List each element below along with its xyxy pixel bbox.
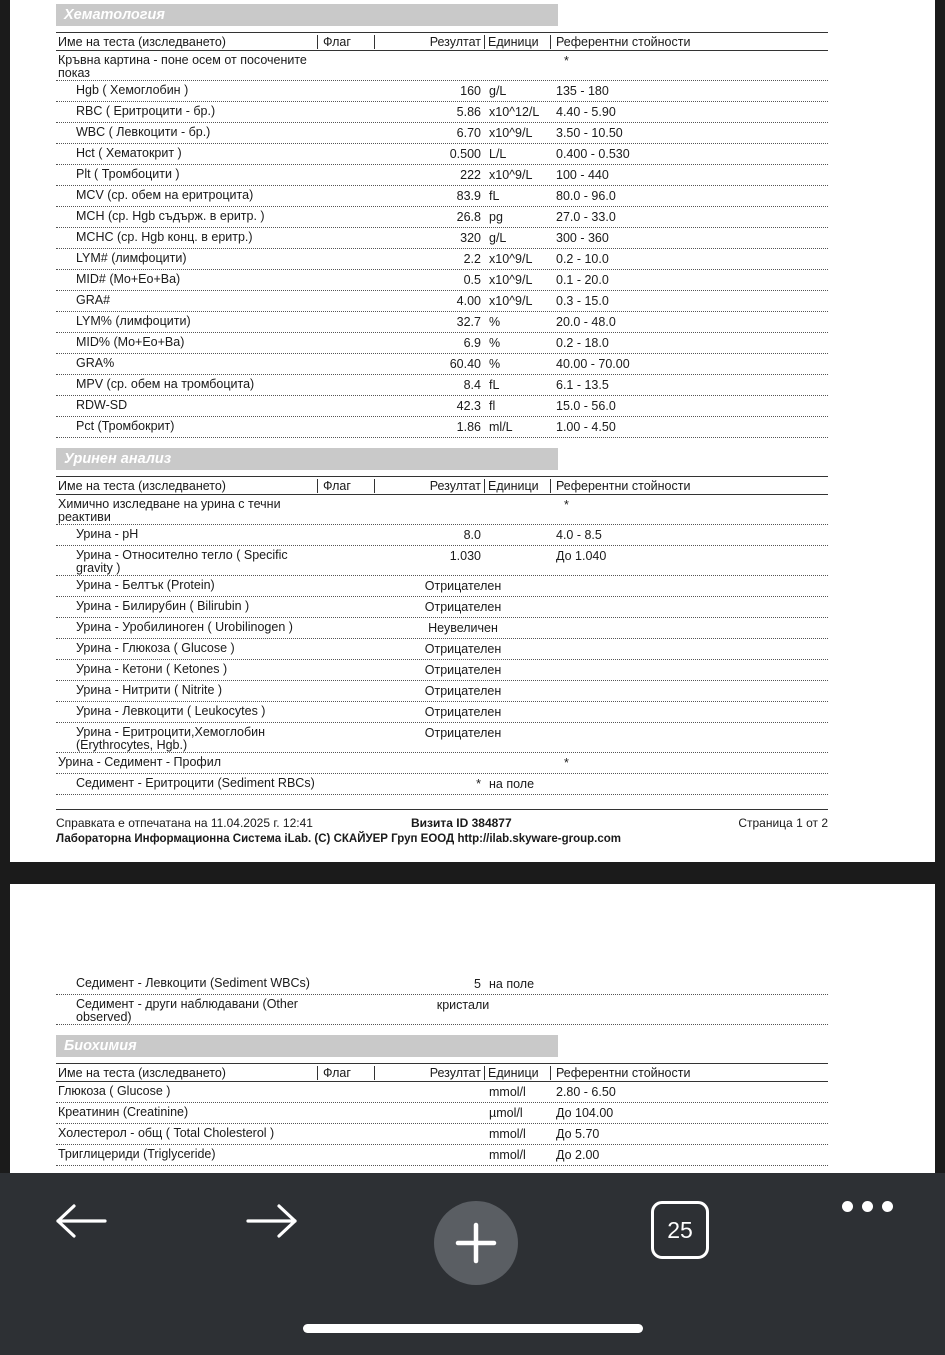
table-body-biochemistry (56, 1082, 889, 1166)
cell-result: 83.9 (456, 189, 481, 203)
cell-result: Отрицателен (424, 705, 502, 719)
plus-icon (434, 1201, 518, 1285)
col-reference: Референтни стойности (556, 1065, 691, 1080)
table-row (56, 1103, 828, 1124)
cell-units: ml/L (489, 420, 513, 434)
cell-reference: 0.3 - 15.0 (556, 294, 609, 308)
back-button[interactable] (52, 1201, 110, 1241)
cell-test-name: Креатинин (Creatinine) (58, 1105, 189, 1119)
cell-star-marker: * (564, 54, 569, 68)
cell-reference: 40.00 - 70.00 (556, 357, 630, 371)
table-row (56, 123, 828, 144)
more-options-button[interactable] (842, 1201, 893, 1212)
cell-units: mmol/l (489, 1148, 526, 1162)
cell-reference: 1.00 - 4.50 (556, 420, 616, 434)
new-tab-button[interactable] (434, 1201, 518, 1285)
cell-reference: До 2.00 (556, 1148, 600, 1162)
cell-test-name: GRA# (76, 293, 111, 307)
cell-test-name: GRA% (76, 356, 115, 370)
cell-units: % (489, 357, 501, 371)
cell-result: 0.500 (449, 147, 481, 161)
cell-units: на поле (489, 777, 535, 791)
cell-reference: 15.0 - 56.0 (556, 399, 616, 413)
cell-test-name: Урина - Седимент - Профил (58, 755, 221, 769)
cell-test-name: Урина - Еритроцити,Хемоглобин (Erythrocytes, Hgb.) (76, 725, 266, 752)
cell-test-name: Седимент - други наблюдавани (Other observed) (76, 997, 298, 1024)
cell-reference: 0.400 - 0.530 (556, 147, 630, 161)
cell-result: 222 (460, 168, 481, 182)
table-body-urine-continued (56, 974, 889, 1025)
cell-reference: 135 - 180 (556, 84, 609, 98)
table-row (56, 495, 828, 525)
table-row (56, 974, 828, 995)
col-flag: Флаг (318, 1066, 375, 1080)
table-header-biochemistry (56, 1063, 828, 1082)
cell-result: 42.3 (456, 399, 481, 413)
cell-result: 60.40 (449, 357, 481, 371)
cell-result: 1.030 (449, 549, 481, 563)
table-row (56, 702, 828, 723)
cell-result: Отрицателен (424, 600, 502, 614)
table-header-urine (56, 476, 828, 495)
home-indicator (303, 1324, 643, 1333)
cell-reference: 0.2 - 18.0 (556, 336, 609, 350)
table-row (56, 144, 828, 165)
cell-units: x10^9/L (489, 126, 533, 140)
cell-result: 2.2 (463, 252, 481, 266)
document-page-1 (10, 0, 935, 862)
table-row (56, 312, 828, 333)
cell-reference: До 1.040 (556, 549, 607, 563)
cell-result: 160 (460, 84, 481, 98)
cell-test-name: Урина - pH (76, 527, 139, 541)
cell-test-name: MCV (ср. обем на еритроцита) (76, 188, 254, 202)
cell-units: mmol/l (489, 1085, 526, 1099)
cell-reference: 2.80 - 6.50 (556, 1085, 616, 1099)
footer-system-info: Лабораторна Информационна Система iLab. (C) СКАЙУЕР Груп ЕООД http://ilab.skyware-group.com (56, 833, 622, 845)
cell-result: 8.4 (463, 378, 481, 392)
cell-reference: 80.0 - 96.0 (556, 189, 616, 203)
cell-units: L/L (489, 147, 507, 161)
cell-units: g/L (489, 231, 507, 245)
section-band-hematology: Хематология (56, 4, 558, 26)
table-row (56, 207, 828, 228)
cell-test-name: Урина - Глюкоза ( Glucose ) (76, 641, 235, 655)
cell-test-name: WBC ( Левкоцити - бр.) (76, 125, 211, 139)
cell-test-name: MID% (Mo+Eo+Ba) (76, 335, 185, 349)
col-reference: Референтни стойности (556, 478, 691, 493)
cell-test-name: MID# (Mo+Eo+Ba) (76, 272, 181, 286)
cell-reference: 20.0 - 48.0 (556, 315, 616, 329)
cell-test-name: LYM# (лимфоцити) (76, 251, 187, 265)
table-row (56, 270, 828, 291)
cell-test-name: Урина - Нитрити ( Nitrite ) (76, 683, 223, 697)
col-units: Единици (485, 1066, 551, 1080)
cell-units: g/L (489, 84, 507, 98)
cell-units: µmol/l (489, 1106, 523, 1120)
cell-units: fL (489, 378, 500, 392)
cell-result: 32.7 (456, 315, 481, 329)
cell-test-name: Урина - Кетони ( Ketones ) (76, 662, 228, 676)
cell-result: кристали (436, 998, 490, 1012)
table-row (56, 1124, 828, 1145)
table-row (56, 576, 828, 597)
table-row (56, 417, 828, 438)
cell-result: 4.00 (456, 294, 481, 308)
cell-reference: 3.50 - 10.50 (556, 126, 623, 140)
table-row (56, 525, 828, 546)
cell-units: fL (489, 189, 500, 203)
cell-units: x10^9/L (489, 273, 533, 287)
cell-test-name: Седимент - Еритроцити (Sediment RBCs) (76, 776, 315, 790)
cell-units: % (489, 336, 501, 350)
cell-result: Неувеличен (428, 621, 498, 635)
table-row (56, 51, 828, 81)
footer-page-number: Страница 1 от 2 (738, 816, 828, 830)
table-row (56, 186, 828, 207)
cell-units: x10^12/L (489, 105, 540, 119)
footer-printed: Справката е отпечатана на 11.04.2025 г. 12:41 (56, 816, 313, 830)
cell-test-name: Глюкоза ( Glucose ) (58, 1084, 171, 1098)
cell-result: 8.0 (463, 528, 481, 542)
table-row (56, 333, 828, 354)
cell-test-name: RDW-SD (76, 398, 128, 412)
cell-reference: До 5.70 (556, 1127, 600, 1141)
cell-test-name: Урина - Левкоцити ( Leukocytes ) (76, 704, 266, 718)
col-reference: Референтни стойности (556, 34, 691, 49)
col-result: Резултат (375, 1066, 485, 1080)
cell-reference: 27.0 - 33.0 (556, 210, 616, 224)
tab-count-label: 25 (651, 1201, 709, 1259)
cell-test-name: Hgb ( Хемоглобин ) (76, 83, 189, 97)
table-body-urine (56, 495, 889, 795)
table-row (56, 597, 828, 618)
document-footer (56, 809, 828, 845)
table-body-hematology (56, 51, 889, 438)
cell-test-name: Pct (Тромбокрит) (76, 419, 175, 433)
col-test-name: Име на теста (изследването) (56, 35, 318, 49)
table-row (56, 249, 828, 270)
table-row (56, 354, 828, 375)
cell-result: 26.8 (456, 210, 481, 224)
cell-units: pg (489, 210, 503, 224)
cell-result: * (476, 777, 481, 791)
table-row (56, 546, 828, 576)
table-row (56, 774, 828, 795)
cell-units: mmol/l (489, 1127, 526, 1141)
cell-units: x10^9/L (489, 252, 533, 266)
cell-result: Отрицателен (424, 684, 502, 698)
table-header-hematology (56, 32, 828, 51)
cell-reference: 0.2 - 10.0 (556, 252, 609, 266)
cell-result: 5 (474, 977, 481, 991)
section-band-urine: Уринен анализ (56, 448, 558, 470)
table-row (56, 753, 828, 774)
cell-test-name: MPV (ср. обем на тромбоцита) (76, 377, 255, 391)
col-units: Единици (485, 479, 551, 493)
table-row (56, 618, 828, 639)
col-units: Единици (485, 35, 551, 49)
table-row (56, 81, 828, 102)
cell-result: 0.5 (463, 273, 481, 287)
cell-test-name: Холестерол - общ ( Total Cholesterol ) (58, 1126, 275, 1140)
table-row (56, 639, 828, 660)
cell-reference: 100 - 440 (556, 168, 609, 182)
table-row (56, 1145, 828, 1166)
cell-test-name: RBC ( Еритроцити - бр.) (76, 104, 216, 118)
tab-switcher-button[interactable] (651, 1201, 709, 1259)
cell-test-name: Урина - Билирубин ( Bilirubin ) (76, 599, 250, 613)
cell-reference: До 104.00 (556, 1106, 614, 1120)
cell-test-name: Урина - Уробилиноген ( Urobilinogen ) (76, 620, 293, 634)
cell-reference: 0.1 - 20.0 (556, 273, 609, 287)
section-band-biochemistry: Биохимия (56, 1035, 558, 1057)
table-row (56, 165, 828, 186)
cell-test-name: Урина - Относително тегло ( Specific gravity ) (76, 548, 288, 575)
cell-test-name: Химично изследване на урина с течни реактиви (58, 497, 281, 524)
cell-units: x10^9/L (489, 168, 533, 182)
cell-test-name: Plt ( Тромбоцити ) (76, 167, 180, 181)
table-row (56, 681, 828, 702)
table-row (56, 995, 828, 1025)
cell-result: Отрицателен (424, 726, 502, 740)
col-test-name: Име на теста (изследването) (56, 479, 318, 493)
table-row (56, 660, 828, 681)
cell-reference: 300 - 360 (556, 231, 609, 245)
cell-star-marker: * (564, 498, 569, 512)
cell-test-name: LYM% (лимфоцити) (76, 314, 191, 328)
cell-reference: 4.0 - 8.5 (556, 528, 602, 542)
document-page-2 (10, 884, 935, 1176)
footer-visit-id: Визита ID 384877 (411, 816, 512, 830)
cell-result: 5.86 (456, 105, 481, 119)
col-test-name: Име на теста (изследването) (56, 1066, 318, 1080)
more-icon (842, 1201, 893, 1212)
cell-test-name: Урина - Белтък (Protein) (76, 578, 215, 592)
cell-star-marker: * (564, 756, 569, 770)
table-row (56, 1082, 828, 1103)
table-row (56, 375, 828, 396)
cell-result: 1.86 (456, 420, 481, 434)
col-flag: Флаг (318, 479, 375, 493)
table-row (56, 291, 828, 312)
table-row (56, 228, 828, 249)
cell-test-name: Hct ( Хематокрит ) (76, 146, 182, 160)
cell-result: Отрицателен (424, 642, 502, 656)
cell-units: fl (489, 399, 496, 413)
cell-test-name: MCH (ср. Hgb съдърж. в еритр. ) (76, 209, 265, 223)
cell-result: Отрицателен (424, 579, 502, 593)
cell-result: Отрицателен (424, 663, 502, 677)
cell-test-name: Седимент - Левкоцити (Sediment WBCs) (76, 976, 310, 990)
cell-reference: 4.40 - 5.90 (556, 105, 616, 119)
forward-button[interactable] (243, 1201, 301, 1241)
cell-reference: 6.1 - 13.5 (556, 378, 609, 392)
cell-test-name: Триглицериди (Triglyceride) (58, 1147, 216, 1161)
cell-units: на поле (489, 977, 535, 991)
cell-units: % (489, 315, 501, 329)
table-row (56, 102, 828, 123)
col-flag: Флаг (318, 35, 375, 49)
cell-result: 6.70 (456, 126, 481, 140)
cell-units: x10^9/L (489, 294, 533, 308)
cell-test-name: Кръвна картина - поне осем от посочените показ (58, 53, 307, 80)
table-row (56, 396, 828, 417)
table-row (56, 723, 828, 753)
col-result: Резултат (375, 479, 485, 493)
col-result: Резултат (375, 35, 485, 49)
cell-result: 320 (460, 231, 481, 245)
cell-test-name: MCHC (ср. Hgb конц. в еритр.) (76, 230, 253, 244)
cell-result: 6.9 (463, 336, 481, 350)
